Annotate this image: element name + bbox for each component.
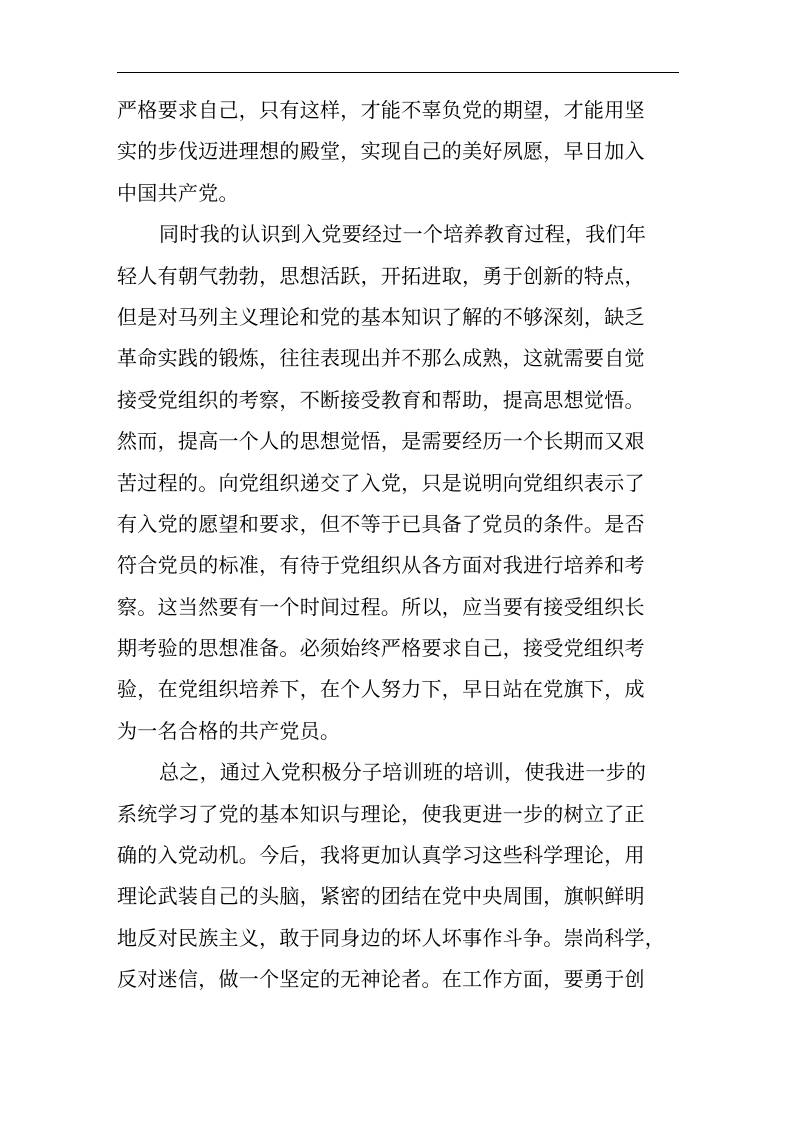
text-line: 但是对马列主义理论和党的基本知识了解的不够深刻，缺乏 bbox=[117, 304, 645, 329]
text-line: 察。这当然要有一个时间过程。所以，应当要有接受组织长 bbox=[117, 594, 645, 619]
text-line: 轻人有朝气勃勃，思想活跃，开拓进取，勇于创新的特点， bbox=[117, 263, 645, 288]
text-line: 然而，提高一个人的思想觉悟，是需要经历一个长期而又艰 bbox=[117, 429, 645, 454]
text-line: 苦过程的。向党组织递交了入党，只是说明向党组织表示了 bbox=[117, 470, 645, 495]
text-line: 实的步伐迈进理想的殿堂，实现自己的美好夙愿，早日加入 bbox=[117, 139, 645, 164]
text-line: 地反对民族主义，敢于同身边的坏人坏事作斗争。崇尚科学， bbox=[117, 925, 666, 950]
header-rule bbox=[117, 72, 679, 73]
text-line: 接受党组织的考察，不断接受教育和帮助，提高思想觉悟。 bbox=[117, 387, 645, 412]
text-line: 有入党的愿望和要求，但不等于已具备了党员的条件。是否 bbox=[117, 511, 645, 536]
text-line: 验，在党组织培养下，在个人努力下，早日站在党旗下，成 bbox=[117, 677, 645, 702]
text-line: 符合党员的标准，有待于党组织从各方面对我进行培养和考 bbox=[117, 553, 645, 578]
text-line: 革命实践的锻炼，往往表现出并不那么成熟，这就需要自觉 bbox=[117, 346, 645, 371]
paragraph-start-line: 总之，通过入党积极分子培训班的培训，使我进一步的 bbox=[159, 760, 647, 785]
text-line: 反对迷信，做一个坚定的无神论者。在工作方面，要勇于创 bbox=[117, 967, 645, 992]
text-line: 严格要求自己，只有这样，才能不辜负党的期望，才能用坚 bbox=[117, 98, 645, 122]
text-line: 系统学习了党的基本知识与理论，使我更进一步的树立了正 bbox=[117, 801, 645, 826]
body-text bbox=[117, 90, 679, 1001]
text-line: 确的入党动机。今后，我将更加认真学习这些科学理论，用 bbox=[117, 843, 645, 868]
text-line: 中国共产党。 bbox=[117, 180, 239, 205]
paragraph-start-line: 同时我的认识到入党要经过一个培养教育过程，我们年 bbox=[159, 222, 647, 247]
text-line: 期考验的思想准备。必须始终严格要求自己，接受党组织考 bbox=[117, 636, 645, 661]
text-line: 理论武装自己的头脑，紧密的团结在党中央周围，旗帜鲜明 bbox=[117, 884, 645, 909]
text-line: 为一名合格的共产党员。 bbox=[117, 718, 341, 743]
